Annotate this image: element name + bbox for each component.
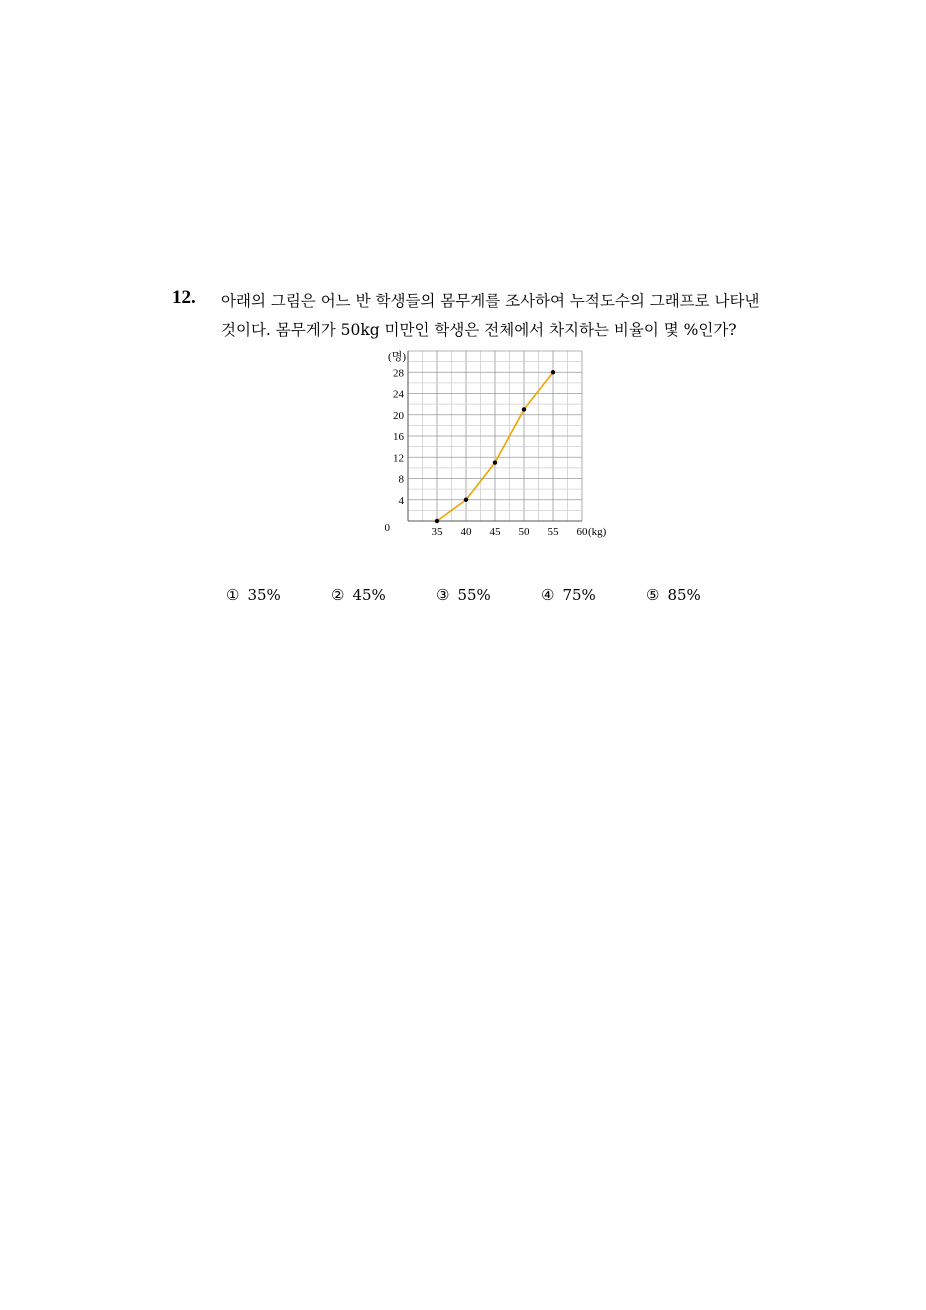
origin-label: 0: [384, 522, 390, 534]
choice-2[interactable]: [331, 586, 386, 604]
data-point: [435, 519, 439, 523]
data-point: [493, 460, 497, 464]
y-tick-label: 8: [398, 473, 404, 486]
answer-choices: [0, 586, 926, 610]
y-tick-label: 24: [393, 388, 404, 401]
choice-5-mark: ⑤: [646, 586, 660, 604]
choice-4-text: 75%: [562, 586, 596, 604]
x-tick-label: 50: [518, 526, 530, 538]
choice-1[interactable]: [226, 586, 281, 604]
y-tick-label: 20: [393, 409, 404, 422]
question-number: 12.: [172, 287, 196, 308]
y-tick-label: 4: [398, 494, 404, 507]
choice-3-text: 55%: [457, 586, 491, 604]
choice-2-text: 45%: [352, 586, 386, 604]
choice-2-mark: ②: [331, 586, 345, 604]
x-tick-label: 40: [460, 526, 472, 538]
choice-4-mark: ④: [541, 586, 555, 604]
x-tick-label: 55: [547, 526, 559, 538]
data-point: [464, 498, 468, 502]
x-tick-label: 35: [431, 526, 443, 538]
choice-1-mark: ①: [226, 586, 240, 604]
choice-5[interactable]: [646, 586, 701, 604]
choice-5-text: 85%: [667, 586, 701, 604]
x-tick-label: 45: [489, 526, 501, 538]
x-tick-label: 60: [576, 526, 588, 538]
y-tick-label: 16: [393, 431, 404, 443]
y-axis-label: (명): [388, 351, 406, 363]
question-line-1: 아래의 그림은 어느 반 학생들의 몸무게를 조사하여 누적도수의 그래프로 나타낸: [221, 292, 760, 310]
choice-3-mark: ③: [436, 586, 450, 604]
data-point: [551, 370, 555, 374]
y-tick-label: 12: [393, 452, 404, 465]
choice-1-text: 35%: [247, 586, 281, 604]
choice-3[interactable]: [436, 586, 491, 604]
data-point: [522, 407, 526, 411]
choice-4[interactable]: [541, 586, 596, 604]
question-text: [221, 287, 781, 345]
y-tick-label: 28: [393, 367, 404, 380]
question-line-2: 것이다. 몸무게가 50kg 미만인 학생은 전체에서 차지하는 비율이 몇 %인가?: [221, 321, 737, 339]
cumulative-frequency-chart: [380, 345, 607, 545]
x-axis-label: (kg): [588, 526, 607, 538]
